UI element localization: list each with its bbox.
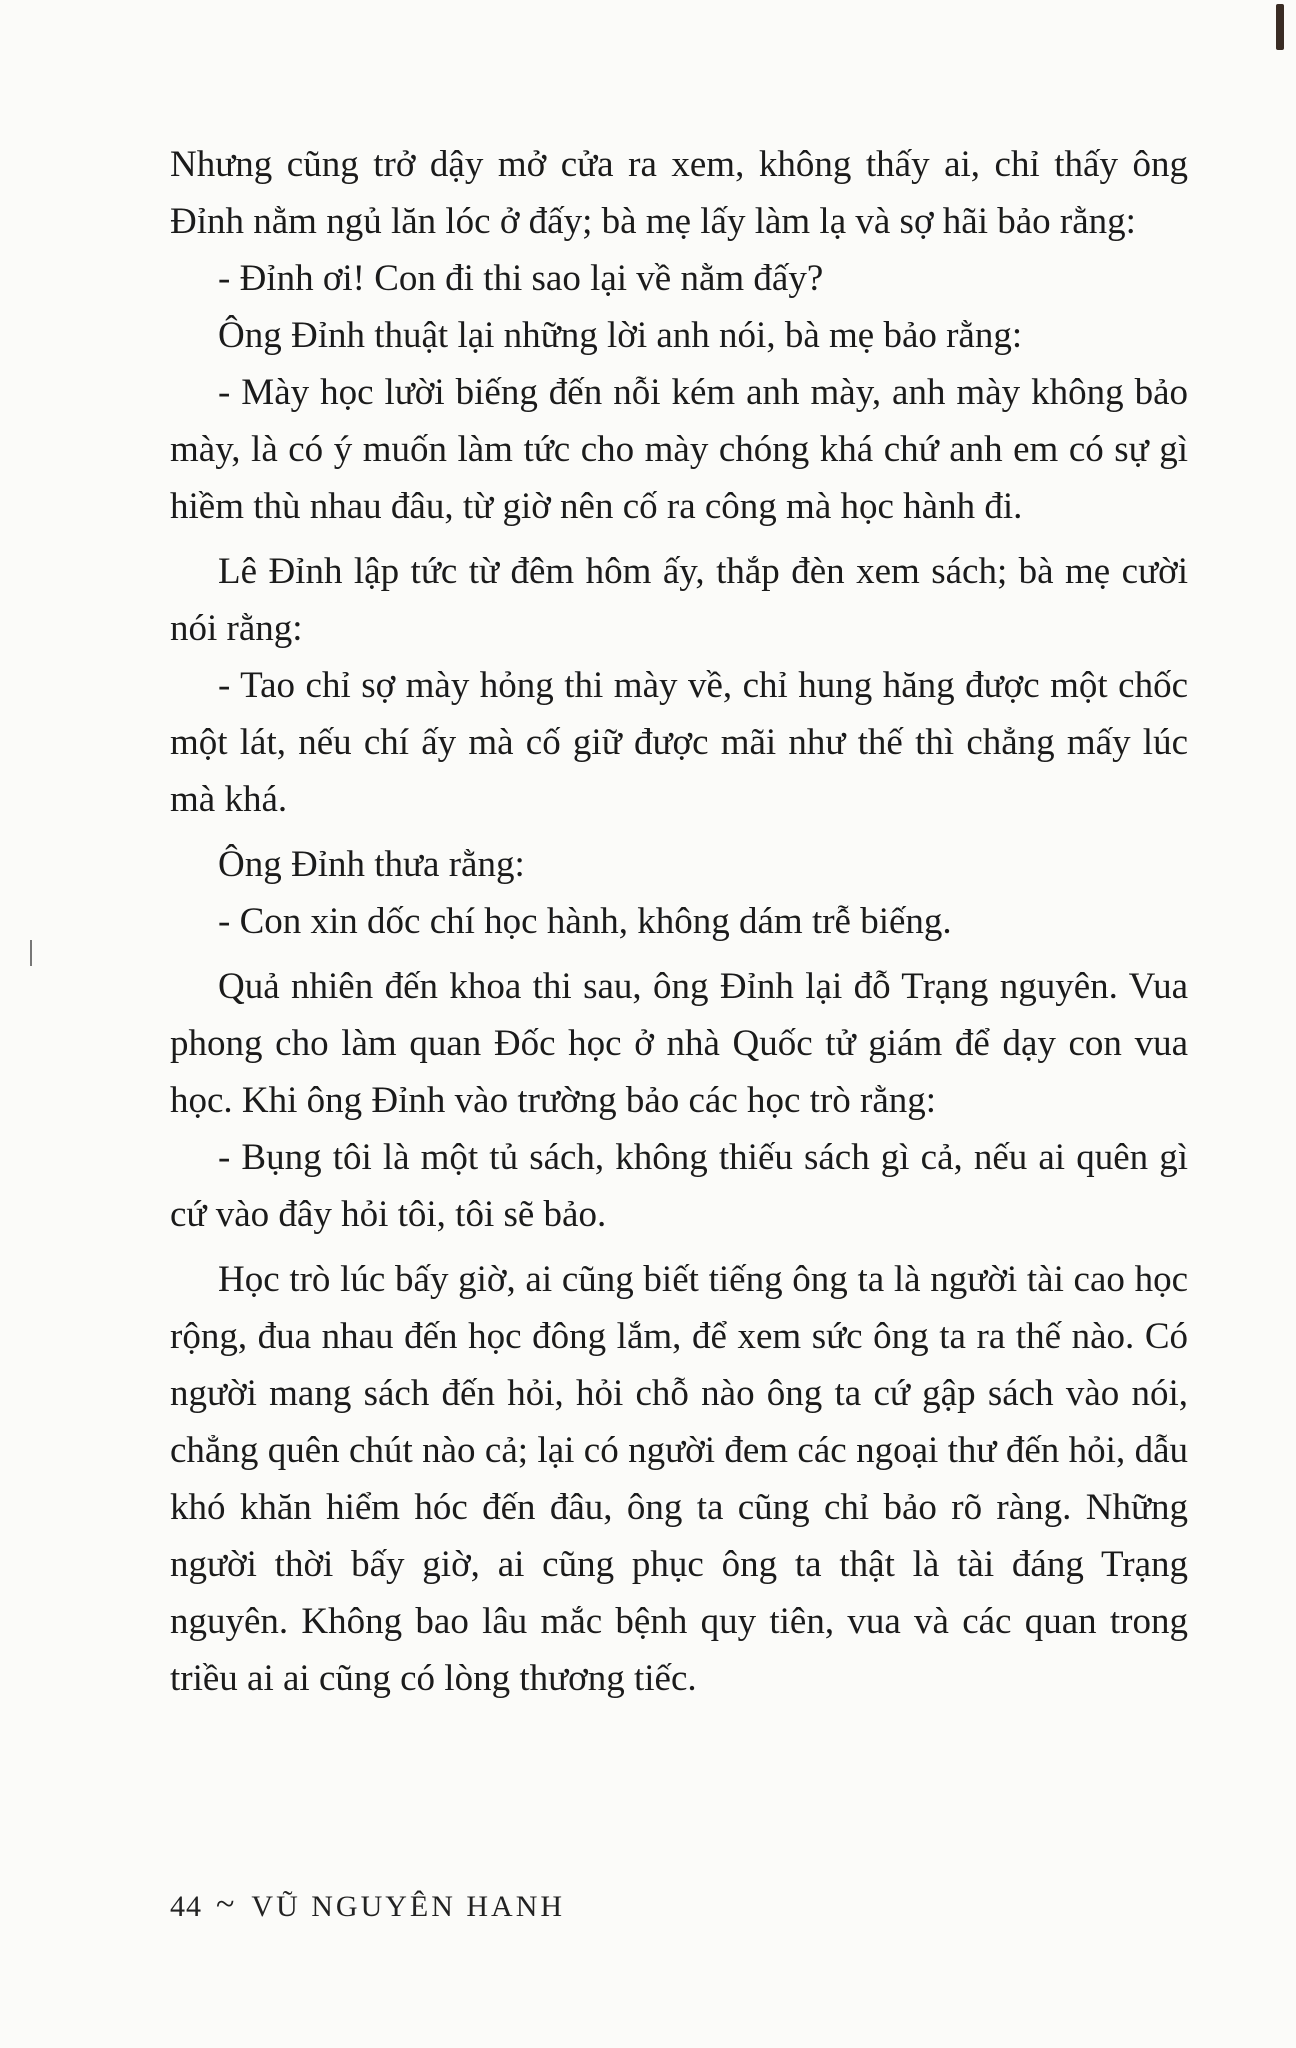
page-body [170,136,1188,1707]
dialogue-line: - Tao chỉ sợ mày hỏng thi mày về, chỉ hung hăng được một chốc một lát, nếu chí ấy mà cố giữ được mãi như thế thì chẳng mấy lúc mà khá. [170,665,1188,820]
paragraph: Ông Đỉnh thưa rằng: [218,844,525,885]
paragraph: Quả nhiên đến khoa thi sau, ông Đỉnh lại đỗ Trạng nguyên. Vua phong cho làm quan Đốc học ở nhà Quốc tử giám để dạy con vua học. Khi ông Đỉnh vào trường bảo các học trò rằng: [170,966,1188,1121]
paragraph: Lê Đỉnh lập tức từ đêm hôm ấy, thắp đèn xem sách; bà mẹ cười nói rằng: [170,551,1188,649]
author-name: VŨ NGUYÊN HANH [251,1890,566,1923]
dialogue-line: - Bụng tôi là một tủ sách, không thiếu sách gì cả, nếu ai quên gì cứ vào đây hỏi tôi, tôi sẽ bảo. [170,1137,1188,1235]
page-edge-mark [30,940,32,966]
page-footer [170,1886,566,1924]
paragraph: Ông Đỉnh thuật lại những lời anh nói, bà mẹ bảo rằng: [218,315,1023,356]
paragraph: Học trò lúc bấy giờ, ai cũng biết tiếng ông ta là người tài cao học rộng, đua nhau đến học đông lắm, để xem sức ông ta ra thế nào. Có người mang sách đến hỏi, hỏi chỗ nào ông ta cứ gập sách vào nói, chẳng quên chút nào cả; lại có người đem các ngoại thư đến hỏi, dẫu khó khăn hiểm hóc đến đâu, ông ta cũng chỉ bảo rõ ràng. Những người thời bấy giờ, ai cũng phục ông ta thật là tài đáng Trạng nguyên. Không bao lâu mắc bệnh quy tiên, vua và các quan trong triều ai ai cũng có lòng thương tiếc. [170,1259,1188,1699]
paragraph-continuation: Nhưng cũng trở dậy mở cửa ra xem, không thấy ai, chỉ thấy ông Đỉnh nằm ngủ lăn lóc ở đấy; bà mẹ lấy làm lạ và sợ hãi bảo rằng: [170,144,1188,242]
dialogue-line: - Đỉnh ơi! Con đi thi sao lại về nằm đấy? [218,258,824,299]
dialogue-line: - Mày học lười biếng đến nỗi kém anh mày, anh mày không bảo mày, là có ý muốn làm tức cho mày chóng khá chứ anh em có sự gì hiềm thù nhau đâu, từ giờ nên cố ra công mà học hành đi. [170,372,1188,527]
page-number: 44 [170,1890,202,1923]
footer-separator: ~ [216,1886,238,1923]
page-corner-mark [1276,4,1284,50]
dialogue-line: - Con xin dốc chí học hành, không dám trễ biếng. [218,901,952,942]
